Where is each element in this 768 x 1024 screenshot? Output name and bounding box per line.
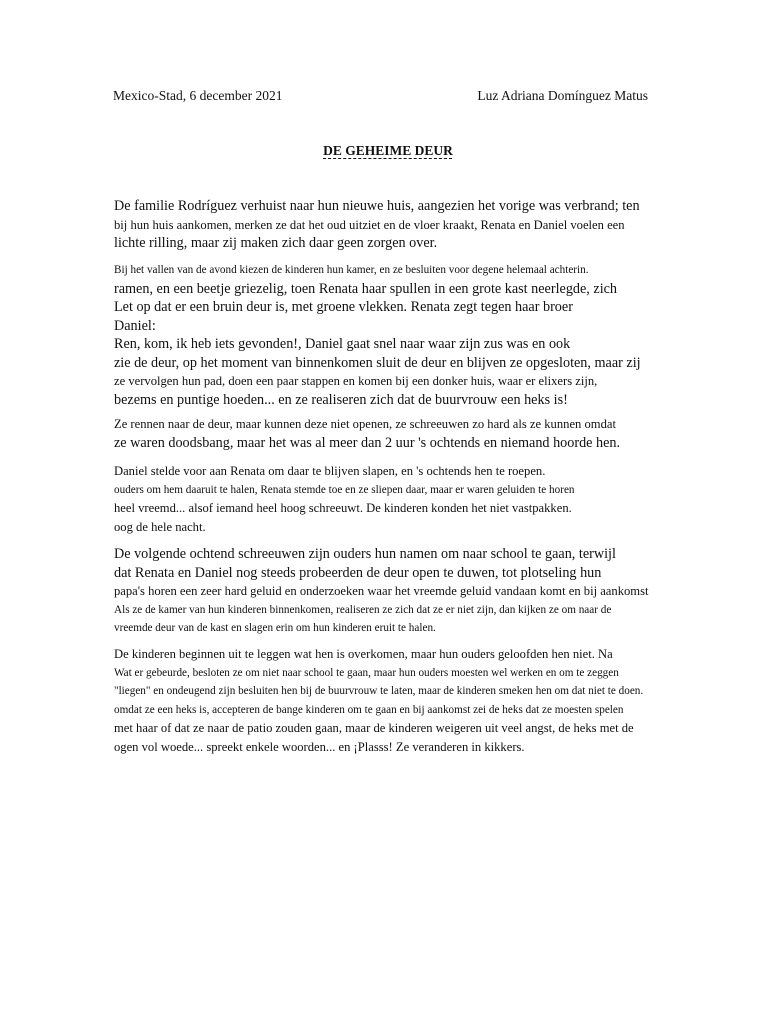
- text-line: De familie Rodríguez verhuist naar hun nieuwe huis, aangezien het vorige was verbrand; ten: [114, 198, 640, 214]
- document-title: DE GEHEIME DEUR: [323, 143, 453, 158]
- paragraph-3: [114, 415, 694, 452]
- text-line: ze waren doodsbang, maar het was al meer dan 2 uur 's ochtends en niemand hoorde hen.: [114, 434, 621, 451]
- text-line: papa's horen een zeer hard geluid en onderzoeken waar het vreemde geluid vandaan komt en bij aankomst: [114, 584, 649, 598]
- text-line: "liegen" en ondeugend zijn besluiten hen bij de buurvrouw te laten, maar de kinderen smeken hen om dat niet te doen.: [114, 685, 644, 697]
- text-line: ogen vol woede... spreekt enkele woorden... en ¡Plasss! Ze veranderen in kikkers.: [114, 739, 525, 754]
- text-line: ramen, en een beetje griezelig, toen Renata haar spullen in een grote kast neerlegde, zich: [114, 280, 618, 297]
- author-name: Luz Adriana Domínguez Matus: [477, 88, 648, 103]
- location-date: Mexico-Stad, 6 december 2021: [113, 88, 283, 103]
- paragraph-1: [114, 197, 694, 253]
- text-line: met haar of dat ze naar de patio zouden gaan, maar de kinderen weigeren uit veel angst, de heks met de: [114, 721, 634, 735]
- text-line: zie de deur, op het moment van binnenkomen sluit de deur en blijven ze opgesloten, maar zij: [114, 354, 641, 371]
- text-line: dat Renata en Daniel nog steeds probeerden de deur open te duwen, tot plotseling hun: [114, 564, 602, 581]
- text-line: Daniel stelde voor aan Renata om daar te blijven slapen, en 's ochtends hen te roepen.: [114, 464, 546, 478]
- text-line: Let op dat er een bruin deur is, met groene vlekken. Renata zegt tegen haar broer: [114, 299, 573, 315]
- paragraph-5: [114, 545, 694, 638]
- paragraph-2: [114, 261, 694, 409]
- text-line: heel vreemd... alsof iemand heel hoog schreeuwt. De kinderen konden het niet vastpakken.: [114, 501, 572, 515]
- paragraph-6: [114, 645, 694, 756]
- text-line: Wat er gebeurde, besloten ze om niet naar school te gaan, maar hun ouders moesten wel werken en om te zeggen: [114, 666, 619, 679]
- text-line: bij hun huis aankomen, merken ze dat het oud uitziet en de vloer kraakt, Renata en Daniel voelen een: [114, 217, 625, 232]
- text-line: Bij het vallen van de avond kiezen de kinderen hun kamer, en ze besluiten voor degene helemaal achterin.: [114, 264, 589, 276]
- text-line: bezems en puntige hoeden... en ze realiseren zich dat de buurvrouw een heks is!: [114, 391, 568, 408]
- text-line: omdat ze een heks is, accepteren de bange kinderen om te gaan en bij aankomst zei de heks dat ze moesten spelen: [114, 703, 624, 716]
- paragraph-4: [114, 462, 694, 536]
- text-line: De volgende ochtend schreeuwen zijn ouders hun namen om naar school te gaan, terwijl: [114, 546, 616, 562]
- text-line: Ze rennen naar de deur, maar kunnen deze niet openen, ze schreeuwen zo hard als ze kunnen omdat: [114, 417, 616, 431]
- text-line: Ren, kom, ik heb iets gevonden!, Daniel gaat snel naar waar zijn zus was en ook: [114, 336, 571, 352]
- document-header: [113, 88, 648, 108]
- text-line: Daniel:: [114, 317, 156, 334]
- text-line: lichte rilling, maar zij maken zich daar geen zorgen over.: [114, 235, 438, 251]
- text-line: ze vervolgen hun pad, doen een paar stappen en komen bij een donker huis, waar er elixers zijn,: [114, 374, 598, 388]
- text-line: oog de hele nacht.: [114, 519, 206, 534]
- text-line: ouders om hem daaruit te halen, Renata stemde toe en ze sliepen daar, maar er waren geluiden te horen: [114, 483, 575, 496]
- text-line: De kinderen beginnen uit te leggen wat hen is overkomen, maar hun ouders geloofden hen niet. Na: [114, 647, 613, 661]
- text-line: vreemde deur van de kast en slagen erin om hun kinderen eruit te halen.: [114, 622, 436, 634]
- text-line: Als ze de kamer van hun kinderen binnenkomen, realiseren ze zich dat ze er niet zijn, dan kijken ze om naar de: [114, 603, 612, 616]
